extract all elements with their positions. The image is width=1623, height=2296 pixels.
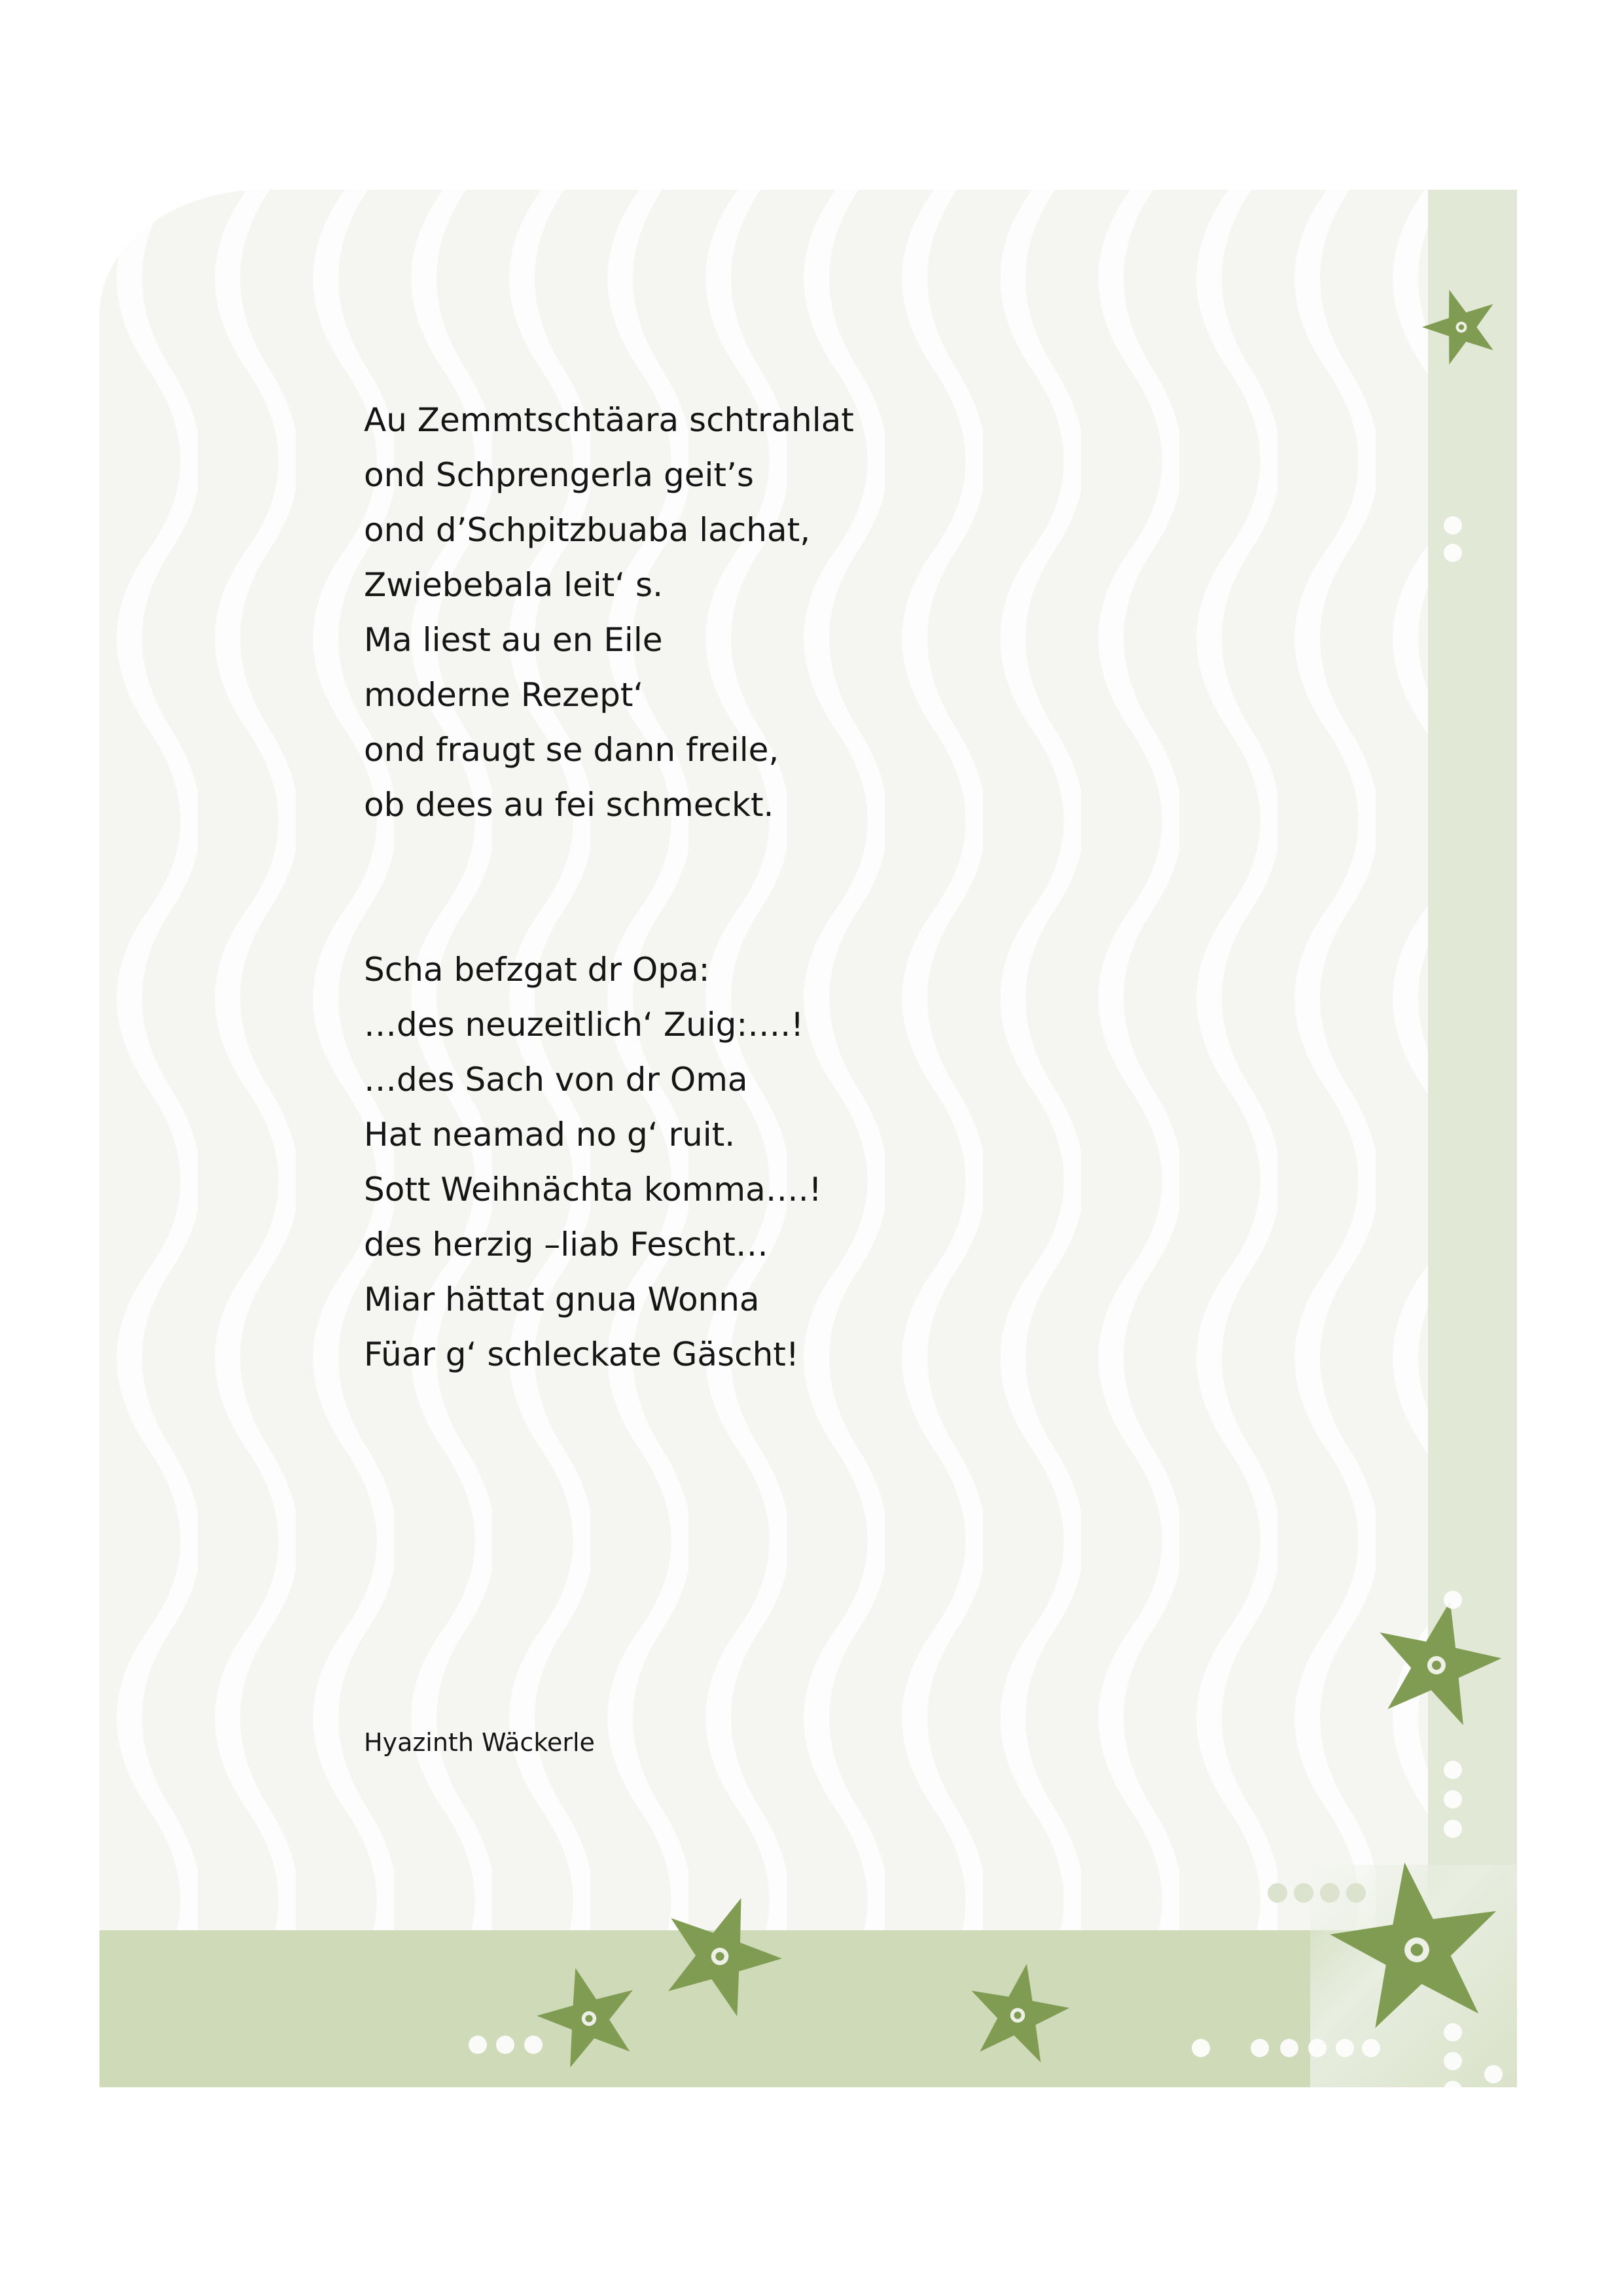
dot-icon [1308, 2039, 1327, 2057]
dot-icon [1346, 1883, 1366, 1903]
poem-line: des herzig –liab Fescht… [364, 1226, 768, 1263]
dot-icon [1444, 1591, 1462, 1609]
author-signature: Hyazinth Wäckerle [364, 1728, 595, 1757]
flower-icon [961, 1955, 1076, 2066]
poem [364, 393, 1215, 1382]
dot-icon [1320, 1883, 1340, 1903]
poem-line: ond Schprengerla geit’s [364, 456, 754, 494]
dot-icon [1336, 2039, 1354, 2057]
dot-icon [1251, 2039, 1269, 2057]
poem-line: ond d’Schpitzbuaba lachat, [364, 511, 811, 549]
dot-icon [496, 2036, 514, 2054]
dot-icon [1192, 2039, 1210, 2057]
dot-icon [1444, 2023, 1462, 2041]
dot-icon [469, 2036, 487, 2054]
dot-icon [1484, 2065, 1503, 2083]
stanza-2 [364, 942, 1215, 1382]
poem-line: …des neuzeitlich‘ Zuig:….! [364, 1006, 804, 1044]
poem-line: ob dees au fei schmeckt. [364, 786, 774, 824]
flower-icon [1364, 1588, 1510, 1730]
dot-icon [524, 2036, 543, 2054]
poem-line: Au Zemmtschtäara schtrahlat [364, 401, 854, 439]
dot-icon [1444, 1790, 1462, 1809]
dot-icon [1444, 516, 1462, 535]
poem-line: ond fraugt se dann freile, [364, 731, 779, 769]
poem-line: Miar hättat gnua Wonna [364, 1280, 760, 1318]
dot-icon [1444, 1761, 1462, 1779]
flower-icon [1321, 1850, 1510, 2032]
poem-line: moderne Rezept‘ [364, 676, 644, 714]
poem-line: …des Sach von dr Oma [364, 1061, 748, 1099]
flower-icon [527, 1955, 648, 2072]
dot-icon [1444, 2052, 1462, 2070]
poem-line: Ma liest au en Eile [364, 621, 663, 659]
poem-line: Zwiebebala leit‘ s. [364, 566, 663, 604]
flower-icon [647, 1878, 796, 2024]
dot-icon [1444, 544, 1462, 562]
poem-line: Füar g‘ schleckate Gäscht! [364, 1335, 799, 1373]
poem-line: Sott Weihnächta komma….! [364, 1171, 822, 1209]
dot-icon [1280, 2039, 1298, 2057]
poem-line: Scha befzgat dr Opa: [364, 951, 710, 989]
flower-icon [1414, 278, 1507, 369]
dot-icon [1444, 2081, 1462, 2099]
poem-line: Hat neamad no g‘ ruit. [364, 1116, 736, 1154]
dot-icon [1444, 1820, 1462, 1838]
stanza-1 [364, 393, 1215, 832]
dot-icon [1294, 1883, 1313, 1903]
dot-icon [1362, 2039, 1380, 2057]
dot-icon [1268, 1883, 1287, 1903]
